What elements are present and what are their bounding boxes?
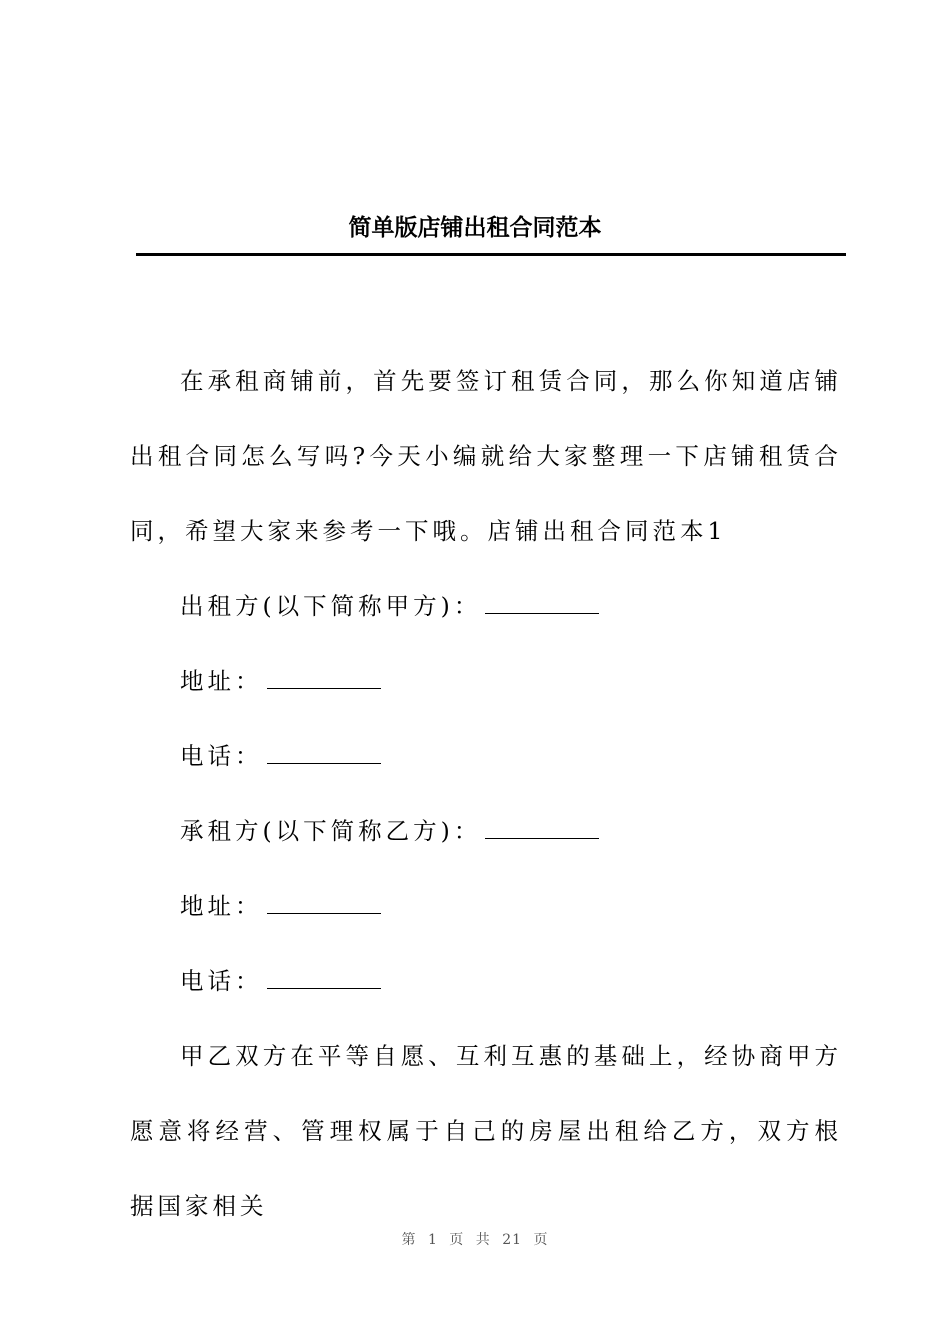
page-footer: 第 1 页 共 21 页	[401, 1232, 549, 1248]
lessor-phone-label: 电话：	[180, 742, 263, 770]
lessee-address-blank	[267, 893, 381, 914]
lessor-address-blank	[267, 668, 381, 689]
lessee-address-line	[130, 869, 842, 944]
intro-paragraph: 在承租商铺前，首先要签订租赁合同，那么你知道店铺出租合同怎么写吗?今天小编就给大家整理一下店铺租赁合同，希望大家来参考一下哦。店铺出租合同范本1	[130, 367, 842, 545]
agreement-paragraph: 甲乙双方在平等自愿、互利互惠的基础上，经协商甲方愿意将经营、管理权属于自己的房屋出租给乙方，双方根据国家相关	[130, 1042, 842, 1220]
lessee-phone-line	[130, 944, 842, 1019]
lessee-phone-label: 电话：	[180, 967, 263, 995]
lessor-label: 出租方(以下简称甲方)：	[180, 592, 482, 620]
lessee-address-label: 地址：	[180, 892, 263, 920]
lessor-blank	[485, 593, 599, 614]
document-title: 简单版店铺出租合同范本	[348, 215, 602, 242]
document-body	[130, 344, 842, 1244]
title-divider	[136, 253, 846, 256]
lessor-phone-blank	[267, 743, 381, 764]
lessee-phone-blank	[267, 968, 381, 989]
lessee-label: 承租方(以下简称乙方)：	[180, 817, 482, 845]
lessor-address-line	[130, 644, 842, 719]
lessor-phone-line	[130, 719, 842, 794]
lessor-line	[130, 569, 842, 644]
lessee-blank	[485, 818, 599, 839]
lessor-address-label: 地址：	[180, 667, 263, 695]
lessee-line	[130, 794, 842, 869]
